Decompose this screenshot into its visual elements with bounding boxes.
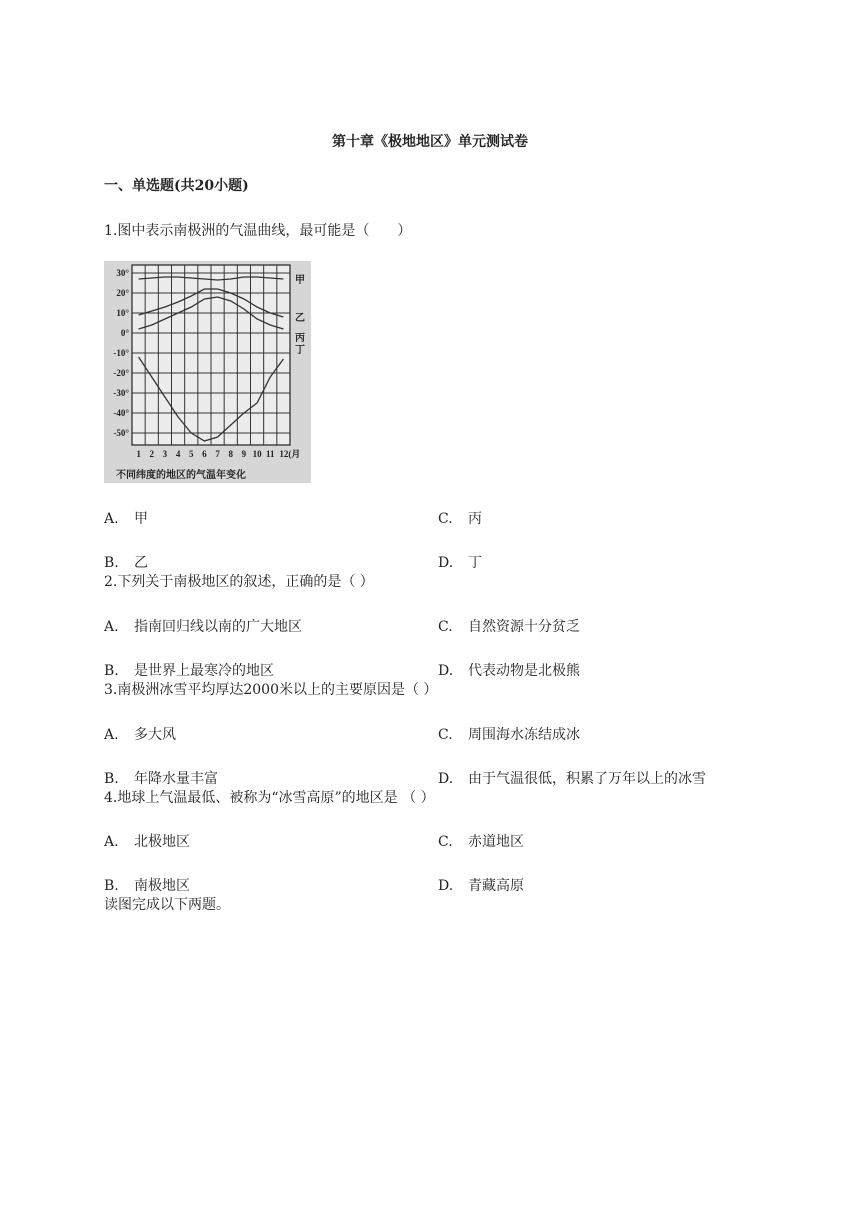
y-tick-label: -30°: [113, 388, 129, 398]
y-tick-label: 20°: [116, 288, 129, 298]
page-title: 第十章《极地地区》单元测试卷: [332, 134, 528, 150]
chart-caption: 不同纬度的地区的气温年变化: [116, 470, 246, 481]
option-text: 丙: [468, 511, 482, 527]
option-text: 南极地区: [134, 878, 190, 894]
option-letter: B.: [104, 555, 119, 571]
question-4-option-c[interactable]: [438, 831, 524, 851]
series-label: 丙: [295, 333, 305, 344]
option-letter: D.: [438, 663, 454, 679]
question-3-option-a[interactable]: [104, 724, 176, 744]
x-tick-label: 1: [136, 449, 141, 459]
question-4-option-a[interactable]: [104, 831, 190, 851]
option-letter: A.: [104, 619, 119, 635]
y-tick-label: 30°: [116, 268, 129, 278]
option-text: 北极地区: [134, 834, 190, 850]
y-tick-label: -50°: [113, 428, 129, 438]
question-3-option-d[interactable]: [438, 768, 706, 788]
y-tick-label: -40°: [113, 408, 129, 418]
x-tick-label: 11: [265, 449, 275, 459]
option-letter: D.: [438, 878, 454, 894]
y-tick-label: 10°: [116, 308, 129, 318]
option-letter: A.: [104, 727, 119, 743]
question-2-option-d[interactable]: [438, 660, 580, 680]
chart-svg: [104, 261, 311, 483]
option-letter: C.: [438, 619, 453, 635]
series-label: 丁: [295, 345, 305, 356]
x-tick-label: 8: [228, 449, 233, 459]
question-3-stem: 3.南极洲冰雪平均厚达2000米以上的主要原因是（ ）: [104, 682, 438, 698]
option-letter: A.: [104, 834, 119, 850]
question-2-option-b[interactable]: [104, 660, 274, 680]
x-tick-label: 9: [241, 449, 247, 459]
x-tick-label: 10: [252, 449, 262, 459]
option-text: 赤道地区: [468, 834, 524, 850]
option-text: 乙: [134, 555, 148, 571]
question-1-option-b[interactable]: [104, 552, 148, 572]
question-4-stem: 4.地球上气温最低、被称为“冰雪高原”的地区是 （ ）: [104, 790, 435, 806]
question-1-option-a[interactable]: [104, 508, 148, 528]
option-letter: B.: [104, 878, 119, 894]
temperature-chart: [104, 261, 311, 483]
option-text: 由于气温很低，积累了万年以上的冰雪: [468, 771, 706, 787]
x-tick-label: 12(月: [279, 449, 301, 459]
question-2-option-a[interactable]: [104, 616, 302, 636]
question-3-option-c[interactable]: [438, 724, 580, 744]
x-tick-label: 3: [162, 449, 168, 459]
question-4-option-d[interactable]: [438, 875, 524, 895]
option-letter: C.: [438, 834, 453, 850]
option-letter: B.: [104, 663, 119, 679]
option-text: 指南回归线以南的广大地区: [134, 619, 302, 635]
option-text: 丁: [468, 555, 482, 571]
option-text: 代表动物是北极熊: [468, 663, 580, 679]
option-text: 自然资源十分贫乏: [468, 619, 580, 635]
option-letter: B.: [104, 771, 119, 787]
x-tick-label: 2: [149, 449, 154, 459]
y-tick-label: -20°: [113, 368, 129, 378]
option-letter: C.: [438, 727, 453, 743]
option-letter: D.: [438, 555, 454, 571]
option-letter: C.: [438, 511, 453, 527]
option-text: 周围海水冻结成冰: [468, 727, 580, 743]
option-text: 青藏高原: [468, 878, 524, 894]
question-1-stem: 1.图中表示南极洲的气温曲线，最可能是（ ）: [104, 223, 412, 239]
option-letter: A.: [104, 511, 119, 527]
y-tick-label: -10°: [113, 348, 129, 358]
option-text: 多大风: [134, 727, 176, 743]
option-text: 是世界上最寒冷的地区: [134, 663, 274, 679]
question-1-option-c[interactable]: [438, 508, 482, 528]
question-4-option-b[interactable]: [104, 875, 190, 895]
section-heading: 一、单选题(共20小题): [104, 178, 249, 194]
x-tick-label: 5: [189, 449, 194, 459]
reading-instruction: 读图完成以下两题。: [104, 897, 230, 913]
option-text: 年降水量丰富: [134, 771, 218, 787]
question-3-option-b[interactable]: [104, 768, 218, 788]
question-2-stem: 2.下列关于南极地区的叙述，正确的是（ ）: [104, 574, 374, 590]
x-tick-label: 4: [175, 449, 181, 459]
series-label: 乙: [295, 313, 305, 324]
y-tick-label: 0°: [120, 328, 129, 338]
x-tick-label: 7: [215, 449, 220, 459]
option-text: 甲: [134, 511, 148, 527]
x-tick-label: 6: [202, 449, 207, 459]
question-1-option-d[interactable]: [438, 552, 482, 572]
option-letter: D.: [438, 771, 454, 787]
question-2-option-c[interactable]: [438, 616, 580, 636]
series-label: 甲: [295, 275, 305, 286]
